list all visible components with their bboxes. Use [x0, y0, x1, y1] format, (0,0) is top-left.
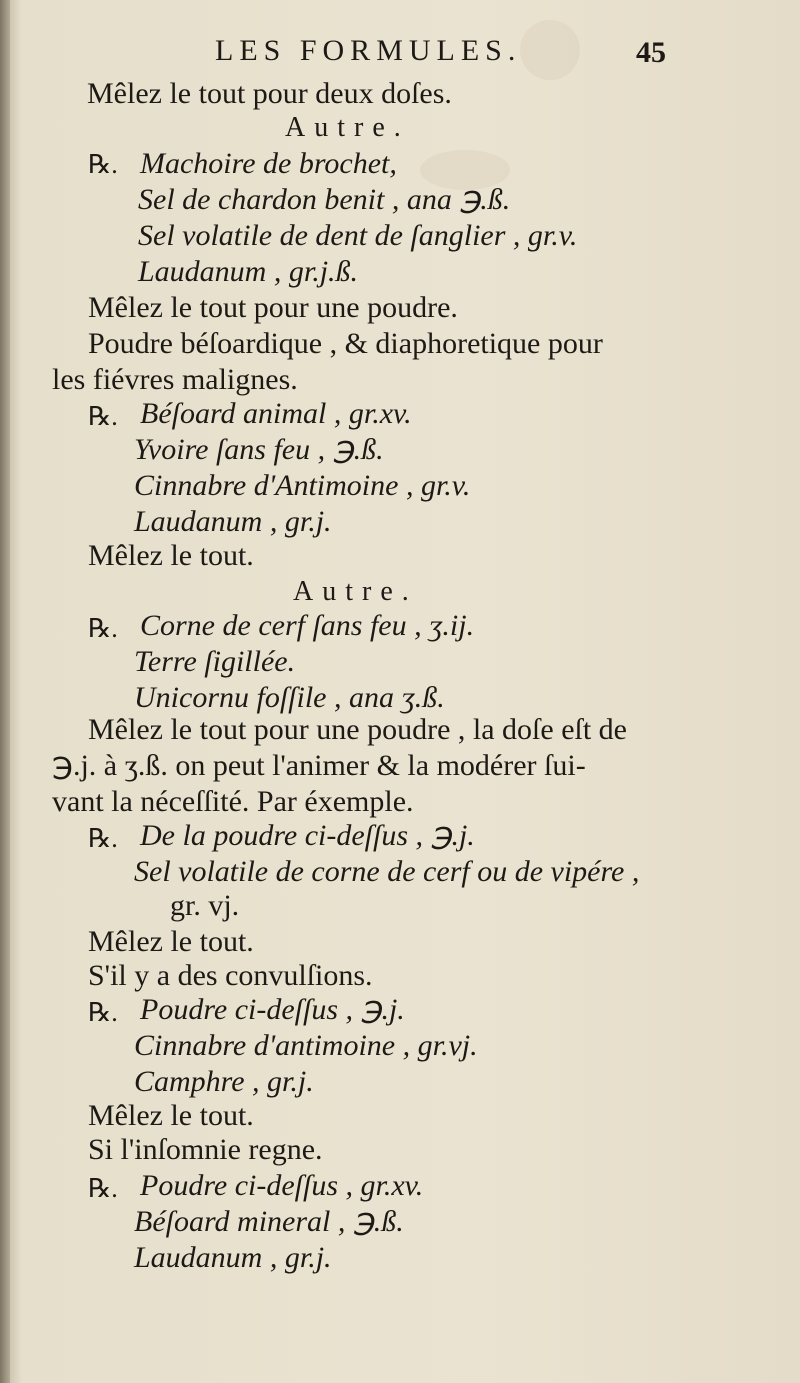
text-line: Mêlez le tout pour une poudre.: [88, 291, 458, 324]
recipe-symbol: ℞.: [88, 150, 118, 179]
ingredient-line: Sel de chardon benit , ana ℈.ß.: [138, 183, 511, 216]
ingredient-line: Béſoard mineral , ℈.ß.: [134, 1205, 404, 1238]
ingredient-line: Poudre ci-deſſus , gr.xv.: [140, 1169, 424, 1202]
section-heading-autre: Autre.: [285, 112, 410, 143]
ingredient-line: Laudanum , gr.j.: [134, 1241, 332, 1274]
recipe-symbol: ℞.: [88, 402, 118, 431]
ingredient-line: Cinnabre d'antimoine , gr.vj.: [134, 1029, 478, 1062]
ingredient-line: Laudanum , gr.j.: [134, 505, 332, 538]
text-line: ℈.j. à ʒ.ß. on peut l'animer & la modérer ſui-: [52, 749, 586, 782]
ingredient-line: Terre ſigillée.: [134, 645, 296, 678]
text-line: Mêlez le tout.: [88, 1099, 254, 1132]
text-line: gr. vj.: [170, 889, 240, 922]
section-heading-autre: Autre.: [293, 576, 418, 607]
text-line: Mêlez le tout.: [88, 539, 254, 572]
ingredient-line: Corne de cerf ſans feu , ʒ.ij.: [140, 609, 475, 642]
running-header: LES FORMULES.: [215, 34, 522, 67]
page-number: 45: [636, 36, 666, 69]
ingredient-line: Sel volatile de dent de ſanglier , gr.v.: [138, 219, 578, 252]
ingredient-line: De la poudre ci-deſſus , ℈.j.: [140, 819, 475, 852]
text-line: les fiévres malignes.: [52, 363, 298, 396]
ingredient-line: Machoire de brochet,: [140, 147, 397, 180]
text-line: Poudre béſoardique , & diaphoretique pour: [88, 327, 603, 360]
text-line: Mêlez le tout pour deux doſes.: [87, 77, 452, 110]
ingredient-line: Béſoard animal , gr.xv.: [140, 397, 412, 430]
recipe-symbol: ℞.: [88, 1174, 118, 1203]
text-line: Mêlez le tout pour une poudre , la doſe eſt de: [88, 713, 627, 746]
ingredient-line: Unicornu foſſile , ana ʒ.ß.: [134, 681, 445, 714]
ingredient-line: Sel volatile de corne de cerf ou de vipére ,: [134, 855, 640, 888]
paper-stain: [520, 20, 580, 80]
ingredient-line: Laudanum , gr.j.ß.: [138, 255, 359, 288]
ingredient-line: Camphre , gr.j.: [134, 1065, 314, 1098]
recipe-symbol: ℞.: [88, 998, 118, 1027]
ingredient-line: Poudre ci-deſſus , ℈.j.: [140, 993, 405, 1026]
ingredient-line: Yvoire ſans feu , ℈.ß.: [134, 433, 384, 466]
text-line: vant la néceſſité. Par éxemple.: [52, 785, 414, 818]
book-spine-shadow: [0, 0, 10, 1383]
text-line: Mêlez le tout.: [88, 925, 254, 958]
ingredient-line: Cinnabre d'Antimoine , gr.v.: [134, 469, 471, 502]
text-line: Si l'inſomnie regne.: [88, 1133, 323, 1166]
text-line: S'il y a des convulſions.: [88, 959, 373, 992]
recipe-symbol: ℞.: [88, 614, 118, 643]
recipe-symbol: ℞.: [88, 824, 118, 853]
